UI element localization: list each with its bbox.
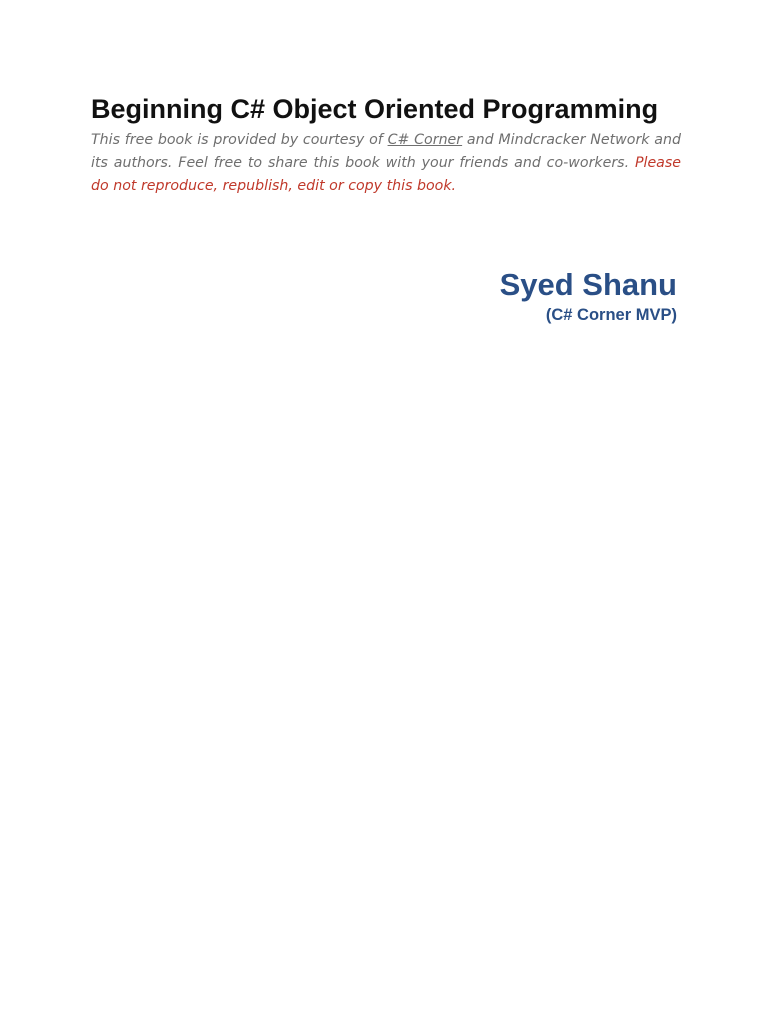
intro-text-middle: and Mindcracker Network and its authors. Feel free to share this book with your friends and co-workers. (91, 132, 681, 171)
copyright-warning: Please do not reproduce, republish, edit or copy this book. (91, 155, 681, 194)
document-title: Beginning C# Object Oriented Programming (91, 94, 659, 124)
author-block (500, 266, 677, 326)
author-role: (C# Corner MVP) (545, 306, 677, 324)
author-name: Syed Shanu (499, 267, 677, 302)
intro-text-start: This free book is provided by courtesy of (91, 132, 388, 148)
csharp-corner-link[interactable]: C# Corner (387, 132, 463, 148)
intro-paragraph (91, 129, 681, 198)
